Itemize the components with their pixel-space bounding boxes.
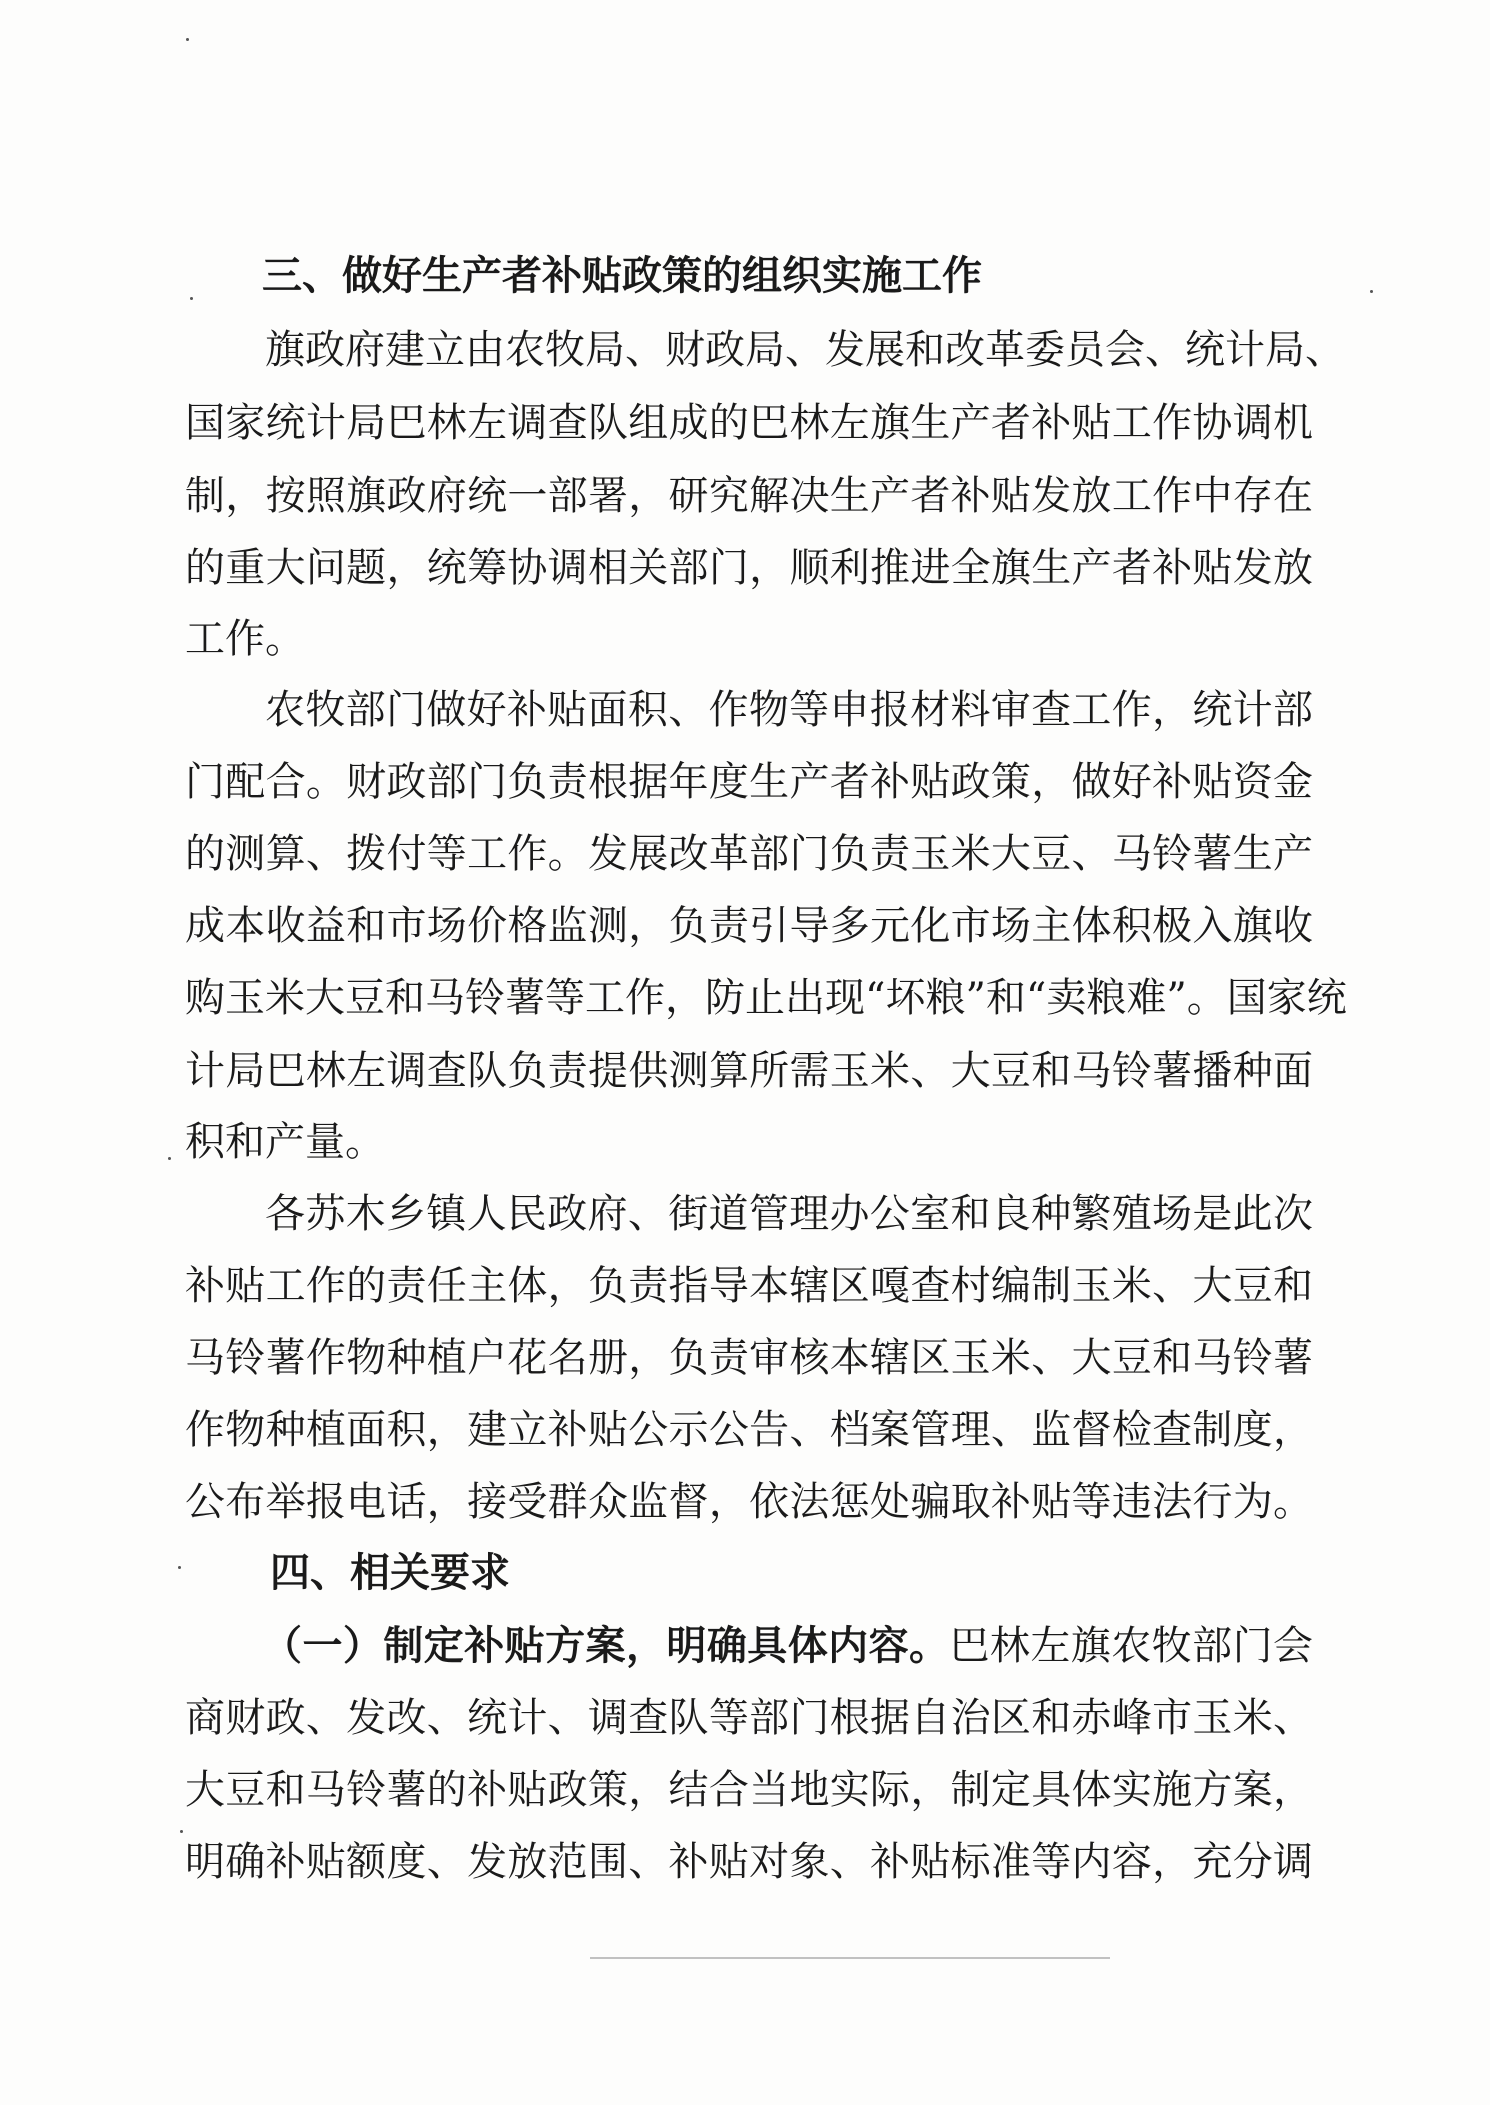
scan-speck	[180, 1830, 183, 1833]
scan-speck	[186, 38, 189, 41]
section3-heading: 三、做好生产者补贴政策的组织实施工作	[262, 253, 982, 299]
item1-first-rest: 巴林左旗农牧部门会	[949, 1623, 1314, 1669]
paragraph-line: 大豆和马铃薯的补贴政策，结合当地实际，制定具体实施方案，	[185, 1767, 1313, 1813]
paragraph-line: 购玉米大豆和马铃薯等工作，防止出现“坏粮”和“卖粮难”。国家统	[185, 975, 1347, 1021]
scan-speck	[1370, 290, 1373, 293]
paragraph-line: 工作。	[185, 616, 305, 662]
paragraph-line: 的测算、拨付等工作。发展改革部门负责玉米大豆、马铃薯生产	[185, 831, 1313, 877]
paragraph-line: 旗政府建立由农牧局、财政局、发展和改革委员会、统计局、	[265, 327, 1345, 373]
paragraph-line: 补贴工作的责任主体，负责指导本辖区嘎查村编制玉米、大豆和	[185, 1263, 1313, 1309]
footer-rule	[590, 1957, 1110, 1959]
paragraph-line: 作物种植面积，建立补贴公示公告、档案管理、监督检查制度，	[185, 1407, 1313, 1453]
scan-speck	[168, 1157, 171, 1160]
scan-speck	[190, 297, 193, 300]
scan-speck	[178, 1566, 181, 1569]
paragraph-line: 公布举报电话，接受群众监督，依法惩处骗取补贴等违法行为。	[185, 1479, 1313, 1525]
paragraph-line: 制，按照旗政府统一部署，研究解决生产者补贴发放工作中存在	[185, 473, 1313, 519]
paragraph-line: 成本收益和市场价格监测，负责引导多元化市场主体积极入旗收	[185, 903, 1313, 949]
paragraph-line: 国家统计局巴林左调查队组成的巴林左旗生产者补贴工作协调机	[185, 400, 1313, 446]
paragraph-line: 马铃薯作物种植户花名册，负责审核本辖区玉米、大豆和马铃薯	[185, 1335, 1313, 1381]
paragraph-line: 计局巴林左调查队负责提供测算所需玉米、大豆和马铃薯播种面	[185, 1048, 1313, 1094]
paragraph-line: 门配合。财政部门负责根据年度生产者补贴政策，做好补贴资金	[185, 759, 1313, 805]
paragraph-line: 明确补贴额度、发放范围、补贴对象、补贴标准等内容，充分调	[185, 1839, 1313, 1885]
paragraph-line: 积和产量。	[185, 1119, 385, 1165]
section4-heading: 四、相关要求	[270, 1550, 510, 1596]
paragraph-line: 的重大问题，统筹协调相关部门，顺利推进全旗生产者补贴发放	[185, 545, 1313, 591]
paragraph-line: 商财政、发改、统计、调查队等部门根据自治区和赤峰市玉米、	[185, 1695, 1313, 1741]
item1-first-line	[262, 1618, 1313, 1674]
item1-bold-title: （一）制定补贴方案，明确具体内容。	[262, 1623, 950, 1669]
paragraph-line: 各苏木乡镇人民政府、街道管理办公室和良种繁殖场是此次	[265, 1191, 1313, 1237]
paragraph-line: 农牧部门做好补贴面积、作物等申报材料审查工作，统计部	[265, 687, 1313, 733]
